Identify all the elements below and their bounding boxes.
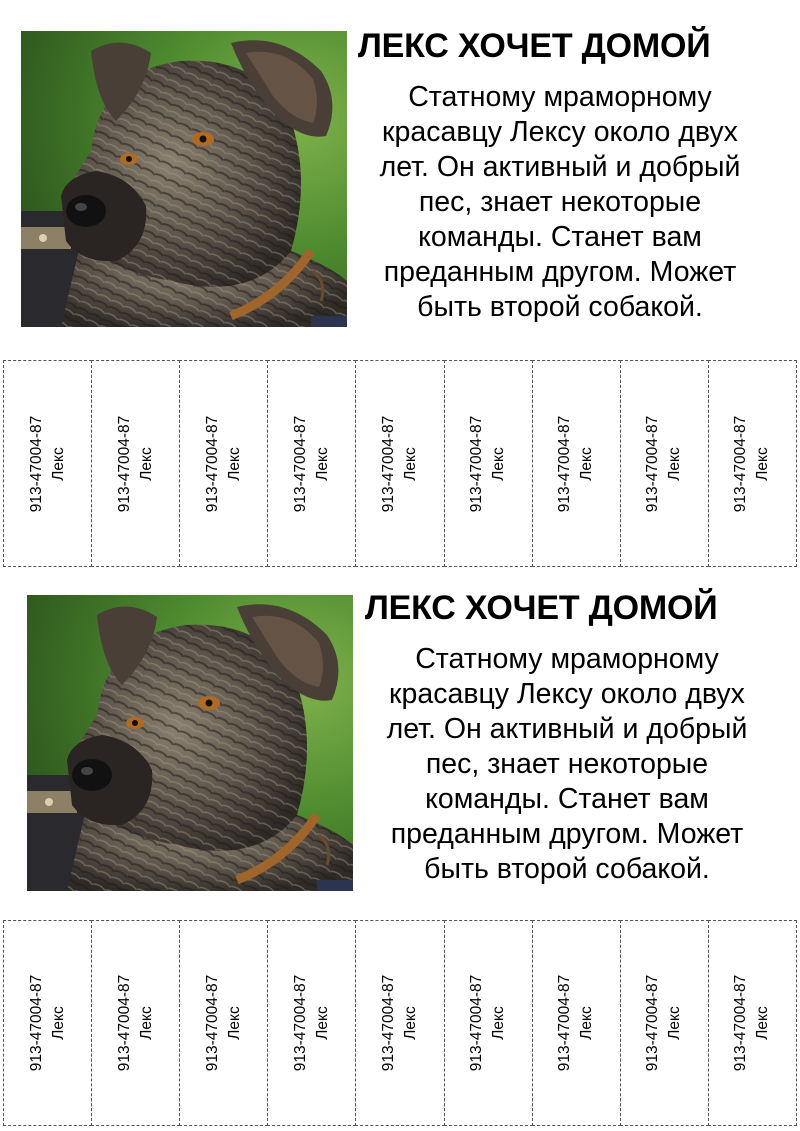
tear-off-tab[interactable]	[267, 920, 356, 1126]
tab-phone: 913-47004-87	[468, 415, 486, 512]
dog-photo	[21, 31, 347, 327]
tab-name: Лекс	[754, 446, 772, 481]
tab-phone: 913-47004-87	[115, 974, 133, 1072]
tear-off-tabs	[3, 360, 797, 567]
tab-contact	[642, 415, 686, 512]
tab-contact	[466, 415, 510, 512]
tear-off-tab[interactable]	[179, 360, 268, 567]
tab-contact	[290, 975, 334, 1072]
description-line: Статному мраморному	[408, 81, 712, 113]
tab-phone: 913-47004-87	[291, 974, 309, 1072]
tab-contact	[202, 415, 246, 512]
tab-phone: 913-47004-87	[203, 974, 221, 1072]
description-line: команды. Станет вам	[425, 783, 709, 815]
tab-contact	[642, 975, 686, 1072]
tear-off-tab[interactable]	[3, 360, 92, 567]
tear-off-tab[interactable]	[355, 920, 444, 1126]
tab-name: Лекс	[490, 446, 508, 481]
tab-name: Лекс	[225, 1006, 243, 1040]
tear-off-tab[interactable]	[532, 360, 621, 567]
description-line: быть второй собакой.	[424, 853, 710, 885]
tab-name: Лекс	[313, 1006, 331, 1040]
tear-off-tab[interactable]	[267, 360, 356, 567]
tab-contact	[290, 415, 334, 512]
description-line: красавцу Лексу около двух	[382, 116, 738, 148]
tab-phone: 913-47004-87	[27, 974, 45, 1072]
tab-contact	[26, 415, 70, 512]
tear-off-tabs	[3, 920, 797, 1126]
description-line: преданным другом. Может	[383, 256, 737, 288]
tab-contact	[202, 975, 246, 1072]
tab-contact	[554, 975, 598, 1072]
tab-contact	[730, 975, 774, 1072]
tab-name: Лекс	[225, 446, 243, 481]
tear-off-tab[interactable]	[444, 360, 533, 567]
tab-phone: 913-47004-87	[203, 415, 221, 512]
tear-off-tab[interactable]	[708, 920, 797, 1126]
tab-name: Лекс	[49, 1006, 67, 1040]
description-line: лет. Он активный и добрый	[386, 713, 748, 745]
flyer-title: ЛЕКС ХОЧЕТ ДОМОЙ	[358, 27, 711, 65]
description-line: пес, знает некоторые	[418, 186, 702, 218]
tab-phone: 913-47004-87	[644, 415, 662, 512]
tab-contact	[114, 975, 158, 1072]
tab-name: Лекс	[137, 1006, 155, 1040]
tear-off-tab[interactable]	[620, 360, 709, 567]
flyer-description	[345, 80, 775, 325]
tab-phone: 913-47004-87	[379, 974, 397, 1072]
tear-off-tab[interactable]	[91, 920, 180, 1126]
description-line: Статному мраморному	[415, 643, 719, 675]
tab-contact	[26, 975, 70, 1072]
tear-off-tab[interactable]	[355, 360, 444, 567]
tear-off-tab[interactable]	[3, 920, 92, 1126]
tear-off-tab[interactable]	[444, 920, 533, 1126]
description-line: команды. Станет вам	[418, 221, 702, 253]
tab-contact	[114, 415, 158, 512]
flyer-title: ЛЕКС ХОЧЕТ ДОМОЙ	[365, 589, 718, 627]
description-line: пес, знает некоторые	[425, 748, 709, 780]
tab-name: Лекс	[313, 446, 331, 481]
tab-name: Лекс	[666, 1006, 684, 1040]
tab-phone: 913-47004-87	[27, 415, 45, 512]
tab-phone: 913-47004-87	[115, 415, 133, 512]
tab-name: Лекс	[578, 1006, 596, 1040]
description-line: красавцу Лексу около двух	[389, 678, 745, 710]
tab-name: Лекс	[666, 446, 684, 481]
tab-contact	[554, 415, 598, 512]
tab-name: Лекс	[490, 1006, 508, 1040]
tab-phone: 913-47004-87	[644, 974, 662, 1072]
tab-contact	[466, 975, 510, 1072]
tab-phone: 913-47004-87	[556, 974, 574, 1072]
tab-contact	[378, 415, 422, 512]
tab-contact	[378, 975, 422, 1072]
dog-photo	[27, 595, 353, 891]
tab-name: Лекс	[49, 446, 67, 481]
tab-phone: 913-47004-87	[732, 415, 750, 512]
tab-name: Лекс	[578, 446, 596, 481]
tear-off-tab[interactable]	[620, 920, 709, 1126]
tab-name: Лекс	[401, 446, 419, 481]
tab-phone: 913-47004-87	[732, 974, 750, 1072]
tab-phone: 913-47004-87	[468, 974, 486, 1072]
tab-name: Лекс	[401, 1006, 419, 1040]
tab-contact	[730, 415, 774, 512]
tear-off-tab[interactable]	[532, 920, 621, 1126]
flyer-description	[352, 642, 782, 887]
tear-off-tab[interactable]	[179, 920, 268, 1126]
description-line: преданным другом. Может	[390, 818, 744, 850]
tear-off-tab[interactable]	[91, 360, 180, 567]
tab-name: Лекс	[754, 1006, 772, 1040]
tab-name: Лекс	[137, 446, 155, 481]
tab-phone: 913-47004-87	[291, 415, 309, 512]
tab-phone: 913-47004-87	[379, 415, 397, 512]
tear-off-tab[interactable]	[708, 360, 797, 567]
tab-phone: 913-47004-87	[556, 415, 574, 512]
description-line: быть второй собакой.	[417, 291, 703, 323]
description-line: лет. Он активный и добрый	[379, 151, 741, 183]
